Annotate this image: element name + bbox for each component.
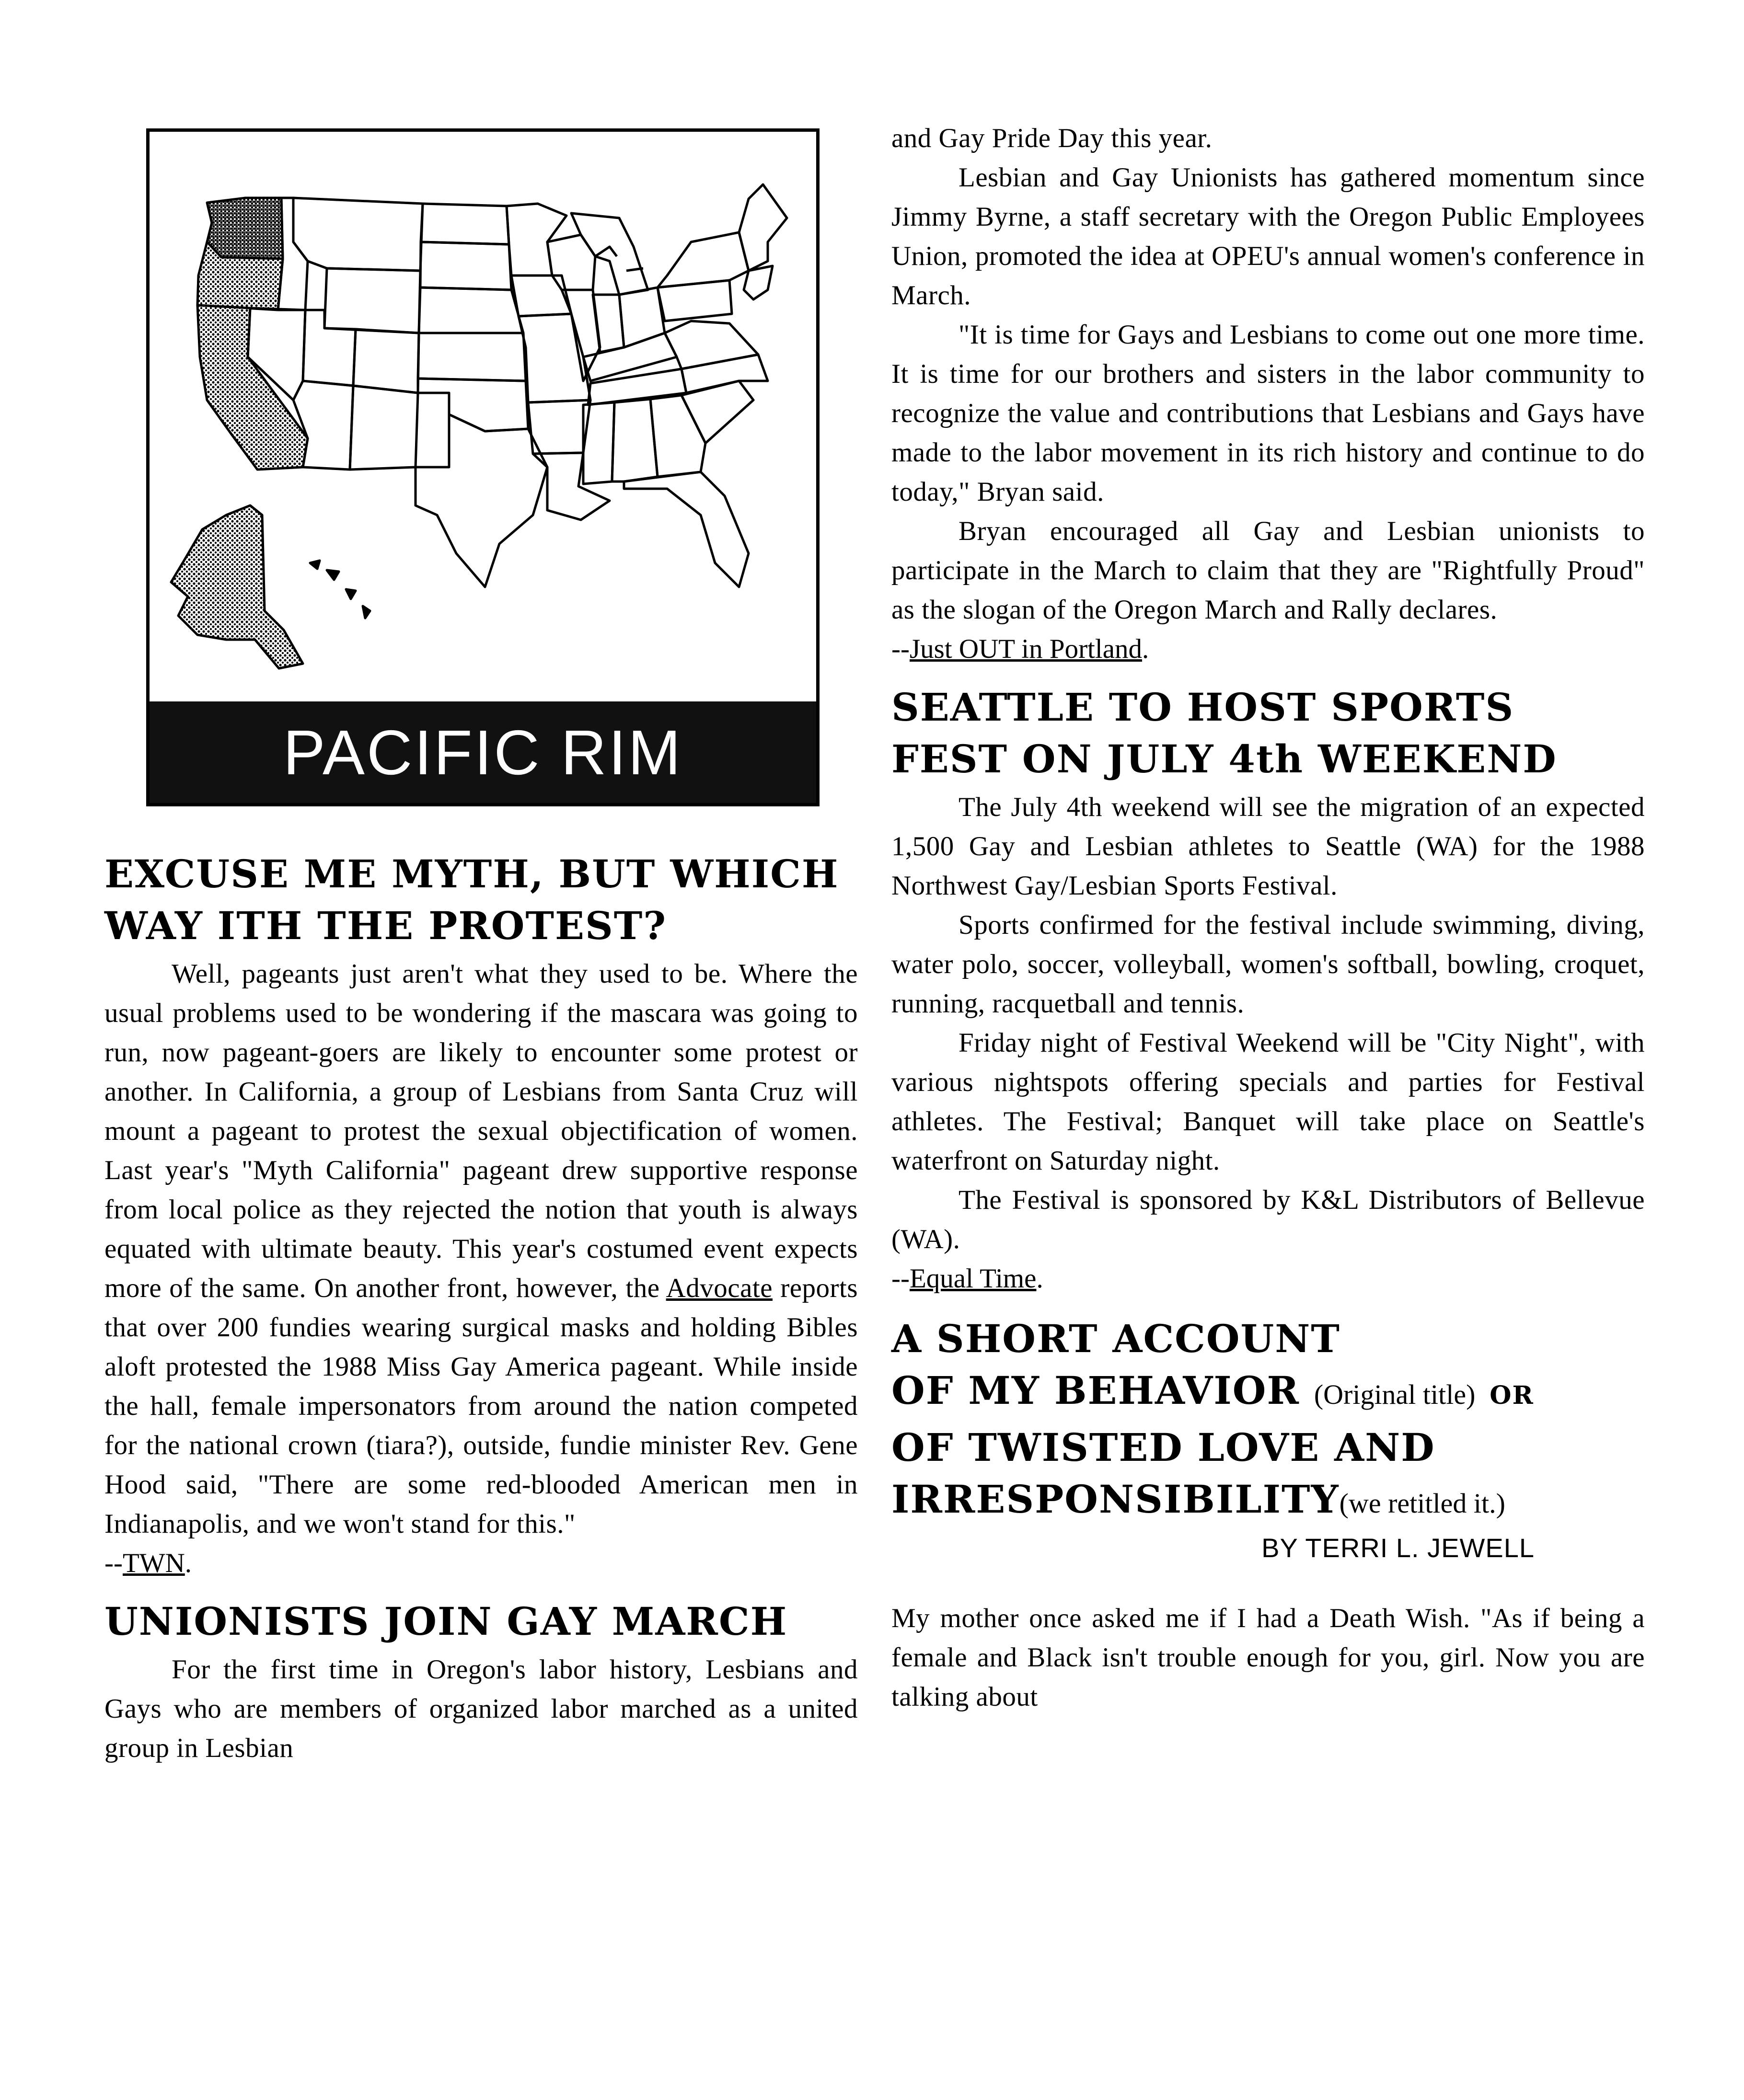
myth-body bbox=[104, 954, 858, 1544]
advocate-link: Advocate bbox=[666, 1273, 773, 1303]
logo-banner bbox=[150, 701, 816, 803]
myth-source-name: TWN bbox=[122, 1548, 185, 1578]
article-myth bbox=[104, 848, 858, 1768]
account-line4 bbox=[891, 1473, 1645, 1529]
us-map-illustration bbox=[150, 132, 816, 697]
unionists-headline: UNIONISTS JOIN GAY MARCH bbox=[104, 1599, 788, 1644]
seattle-source bbox=[891, 1259, 1645, 1298]
myth-headline: EXCUSE ME MYTH, BUT WHICH WAY ITH THE PROTEST? bbox=[104, 851, 839, 948]
account-line2 bbox=[891, 1365, 1645, 1422]
right-column bbox=[891, 119, 1645, 1717]
seattle-source-suffix: . bbox=[1036, 1263, 1043, 1294]
account-line3: OF TWISTED LOVE AND bbox=[891, 1425, 1435, 1470]
account-line2-text: OF MY BEHAVIOR bbox=[891, 1368, 1300, 1413]
account-line1: A SHORT ACCOUNT bbox=[891, 1316, 1340, 1361]
myth-body-part2: reports that over 200 fundies wearing surgical masks and holding Bibles aloft protested the 1988 Miss Gay America pageant. While inside the hall, female impersonators from around the nation competed for the national crown (tiara?), outside, fundie minister Rev. Gene Hood said, "There are some red-blooded American men in Indianapolis, and we won't stand for this." bbox=[104, 1273, 858, 1539]
logo-label: PACIFIC RIM bbox=[283, 717, 683, 788]
myth-body-part1: Well, pageants just aren't what they used to be. Where the usual problems used to be wondering if the mascara was going to run, now pageant-goers are likely to encounter some protest or another. In California, a group of Lesbians from Santa Cruz will mount a pageant to protest the sexual objectification of women. Last year's "Myth California" pageant drew supportive response from local police as they rejected the notion that youth is always equated with ultimate beauty. This year's costumed event expects more of the same. On another front, however, the bbox=[104, 959, 858, 1303]
seattle-source-prefix: -- bbox=[891, 1263, 910, 1294]
seattle-p4: The Festival is sponsored by K&L Distributors of Bellevue (WA). bbox=[891, 1185, 1645, 1254]
unionists-body: For the first time in Oregon's labor history, Lesbians and Gays who are members of organized labor marched as a united group in Lesbian bbox=[104, 1654, 858, 1763]
unionists-source-name: Just OUT in Portland bbox=[909, 634, 1143, 664]
account-original-note: (Original title) bbox=[1314, 1379, 1476, 1410]
seattle-p1: The July 4th weekend will see the migration of an expected 1,500 Gay and Lesbian athletes to Seattle (WA) for the 1988 Northwest Gay/Lesbian Sports Festival. bbox=[891, 792, 1645, 901]
unionists-source bbox=[891, 630, 1645, 669]
unionists-source-prefix: -- bbox=[891, 634, 910, 664]
seattle-p2: Sports confirmed for the festival include swimming, diving, water polo, soccer, volleyball, women's softball, bowling, croquet, running, racquetball and tennis. bbox=[891, 910, 1645, 1019]
seattle-p3: Friday night of Festival Weekend will be "City Night", with various nightspots offering specials and parties for Festival athletes. The Festival; Banquet will take place on Seattle's waterfront on Saturday night. bbox=[891, 1028, 1645, 1176]
seattle-headline: SEATTLE TO HOST SPORTS FEST ON JULY 4th WEEKEND bbox=[891, 685, 1557, 781]
unionists-cont-p3: Bryan encouraged all Gay and Lesbian unionists to participate in the March to claim that they are "Rightfully Proud" as the slogan of the Oregon March and Rally declares. bbox=[891, 516, 1645, 625]
account-retitled-note: (we retitled it.) bbox=[1339, 1488, 1505, 1519]
account-or: OR bbox=[1490, 1381, 1534, 1410]
pacific-rim-logo bbox=[146, 128, 820, 806]
myth-source-prefix: -- bbox=[104, 1548, 123, 1578]
unionists-source-suffix: . bbox=[1142, 634, 1149, 664]
account-body: My mother once asked me if I had a Death Wish. "As if being a female and Black isn't trouble enough for you, girl. Now you are talking about bbox=[891, 1603, 1645, 1712]
account-line4-text: IRRESPONSIBILITY bbox=[891, 1477, 1340, 1522]
continued-text: and Gay Pride Day this year. bbox=[891, 123, 1213, 153]
unionists-cont-p2: "It is time for Gays and Lesbians to come out one more time. It is time for our brothers and sisters in the labor community to recognize the value and contributions that Lesbians and Gays have made to the labor movement in its rich history and continue to do today," Bryan said. bbox=[891, 320, 1645, 507]
seattle-source-name: Equal Time bbox=[909, 1263, 1037, 1294]
hawaii-islands bbox=[310, 561, 370, 618]
account-title bbox=[891, 1313, 1645, 1563]
unionists-cont-p1: Lesbian and Gay Unionists has gathered momentum since Jimmy Byrne, a staff secretary with the Oregon Public Employees Union, promoted the idea at OPEU's annual women's conference in March. bbox=[891, 162, 1645, 310]
account-byline: BY TERRI L. JEWELL bbox=[1261, 1533, 1535, 1563]
washington-state bbox=[207, 198, 283, 259]
myth-source-suffix: . bbox=[185, 1548, 192, 1578]
alaska-state bbox=[171, 505, 303, 668]
california-state bbox=[197, 305, 308, 470]
myth-source bbox=[104, 1544, 858, 1583]
